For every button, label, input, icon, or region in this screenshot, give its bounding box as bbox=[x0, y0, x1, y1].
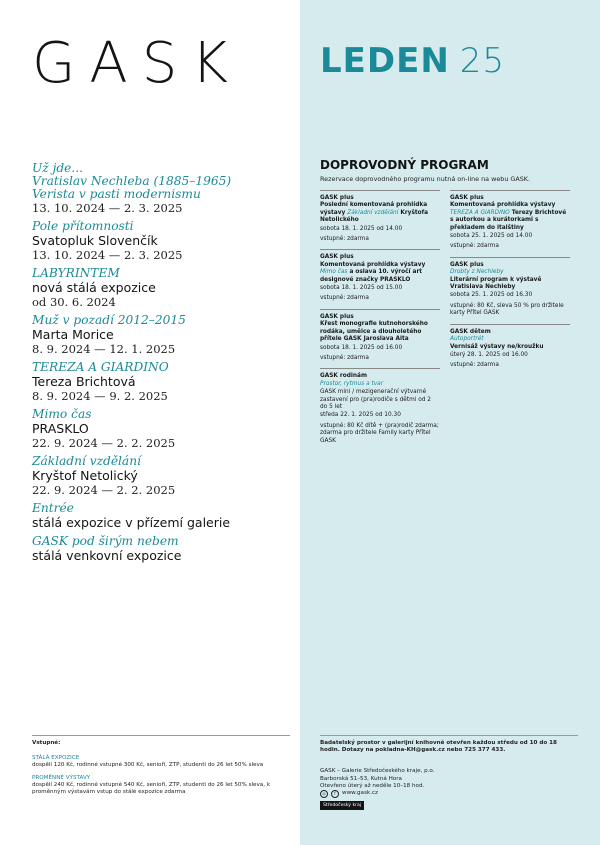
program-event bbox=[320, 249, 440, 302]
event-tag: GASK dětem bbox=[450, 328, 491, 335]
event-description: Křest monografie kutnohorského rodáka, umělce a dlouholetého přítele GASK Jaroslava Alta bbox=[320, 321, 428, 343]
exhibition-item bbox=[32, 535, 282, 563]
event-subtitle: Vernisáž výstavy ne/kroužku bbox=[450, 343, 544, 350]
program-event bbox=[320, 309, 440, 362]
program-header bbox=[320, 158, 568, 183]
footer-info bbox=[320, 735, 578, 810]
event-price: vstupné: zdarma bbox=[320, 236, 369, 243]
program-heading: DOPROVODNÝ PROGRAM bbox=[320, 158, 489, 172]
event-description: Komentovaná prohlídka výstavy Mimo čas a oslava 10. výročí art designové značky PRASKLO bbox=[320, 261, 426, 283]
event-datetime: úterý 28. 1. 2025 od 16.00 bbox=[450, 351, 528, 358]
event-tag: GASK plus bbox=[450, 261, 484, 268]
exhibition-title: Muž v pozadí 2012–2015 bbox=[32, 313, 186, 327]
admission-section-text: dospělí 120 Kč, rodinné vstupné 300 Kč, senioři, ZTP, studenti do 26 let 50% sleva bbox=[32, 762, 264, 769]
address: Barborská 51–53, Kutná Hora bbox=[320, 775, 402, 782]
exhibition-artist: nová stálá expozice bbox=[32, 280, 156, 295]
exhibition-dates: 22. 9. 2024 — 2. 2. 2025 bbox=[32, 436, 176, 450]
org-name: GASK – Galerie Středočeského kraje, p.o. bbox=[320, 768, 435, 775]
exhibition-title: Mimo čas bbox=[32, 407, 92, 421]
event-description: Autoportrét bbox=[450, 336, 484, 343]
exhibition-artist: Kryštof Netolický bbox=[32, 468, 138, 483]
event-description: Komentovaná prohlídka výstavy TEREZA A GIARDINO Terezy Brichtové s autorkou a kurátorkami s překladem do italštiny bbox=[450, 202, 567, 231]
event-datetime: sobota 18. 1. 2025 od 16.00 bbox=[320, 344, 403, 351]
event-tag: GASK plus bbox=[320, 254, 354, 261]
event-price: vstupné: 80 Kč, sleva 50 % pro držitele karty Přítel GASK bbox=[450, 302, 564, 317]
event-tag: GASK plus bbox=[320, 195, 354, 201]
website-link[interactable]: www.gask.cz bbox=[342, 790, 378, 797]
event-subtitle: Literární program k výstavě Vratislava Nechleby bbox=[450, 276, 542, 291]
exhibition-artist: Tereza Brichtová bbox=[32, 374, 136, 389]
admission-section-text: dospělí 240 Kč, rodinné vstupné 540 Kč, senioři, ZTP, studenti do 26 let 50% sleva, k proměnným výstavám vstup do stálé expozice zdarma bbox=[32, 781, 271, 796]
instagram-icon[interactable]: ◎ bbox=[320, 790, 328, 798]
exhibition-title: Už jde... bbox=[32, 161, 83, 175]
exhibition-dates: 22. 9. 2024 — 2. 2. 2025 bbox=[32, 483, 176, 497]
event-description: Drobty z Nechleby bbox=[450, 269, 504, 276]
admission-info bbox=[32, 735, 290, 796]
event-tag: GASK plus bbox=[320, 313, 354, 320]
event-datetime: sobota 25. 1. 2025 od 14.00 bbox=[450, 233, 533, 240]
program-event bbox=[450, 190, 570, 251]
facebook-icon[interactable]: f bbox=[331, 790, 339, 798]
exhibition-item bbox=[32, 455, 282, 497]
exhibition-dates: 13. 10. 2024 — 2. 3. 2025 bbox=[32, 248, 183, 262]
exhibition-title: Pole přítomnosti bbox=[32, 219, 134, 233]
exhibition-title: LABYRINTEM bbox=[32, 266, 120, 280]
program-event bbox=[450, 324, 570, 370]
exhibition-artist: Svatopluk Slovenčík bbox=[32, 233, 158, 248]
event-price: vstupné: zdarma bbox=[320, 354, 369, 361]
exhibitions-list bbox=[32, 162, 282, 568]
exhibition-dates: 8. 9. 2024 — 9. 2. 2025 bbox=[32, 389, 168, 403]
exhibition-item bbox=[32, 361, 282, 403]
exhibition-item bbox=[32, 408, 282, 450]
program-event bbox=[320, 190, 440, 243]
exhibition-artist: PRASKLO bbox=[32, 421, 89, 436]
exhibition-dates: od 30. 6. 2024 bbox=[32, 295, 116, 309]
month-year: 25 bbox=[459, 41, 506, 81]
program-column-2 bbox=[450, 190, 570, 376]
event-price: vstupné: 80 Kč dítě + (pra)rodič zdarma; zdarma pro držitele Family karty Přítel GASK bbox=[320, 422, 439, 444]
event-description: Poslední komentovaná prohlídka výstavy Základní vzdělání Kryštofa Netolického bbox=[320, 202, 429, 224]
exhibition-title: TEREZA A GIARDINO bbox=[32, 360, 169, 374]
opening-hours: Otevřeno úterý až neděle 10–18 hod. bbox=[320, 782, 425, 789]
event-price: vstupné: zdarma bbox=[320, 295, 369, 302]
exhibition-item bbox=[32, 267, 282, 309]
exhibition-dates: 8. 9. 2024 — 12. 1. 2025 bbox=[32, 342, 176, 356]
exhibition-item bbox=[32, 162, 282, 215]
event-price: vstupné: zdarma bbox=[450, 362, 499, 369]
exhibition-artist: stálá venkovní expozice bbox=[32, 548, 182, 563]
event-description: Prostor, rytmus a tvar bbox=[320, 380, 384, 387]
library-note: Badatelský prostor v galerijní knihovně otevřen každou středu od 10 do 18 hodin. Dotazy na pokladna-KH@gask.cz nebo 725 377 433. bbox=[320, 740, 557, 754]
event-datetime: středa 22. 1. 2025 od 10.30 bbox=[320, 412, 401, 419]
exhibition-title: GASK pod širým nebem bbox=[32, 534, 179, 548]
event-tag: GASK rodinám bbox=[320, 373, 367, 380]
exhibition-title: Entrée bbox=[32, 501, 74, 515]
exhibition-title: Základní vzdělání bbox=[32, 454, 141, 468]
exhibition-artist: Marta Morice bbox=[32, 327, 114, 342]
event-datetime: sobota 25. 1. 2025 od 16.30 bbox=[450, 292, 533, 299]
event-datetime: sobota 18. 1. 2025 od 14.00 bbox=[320, 225, 403, 232]
exhibition-dates: 13. 10. 2024 — 2. 3. 2025 bbox=[32, 201, 183, 215]
admission-section-title: STÁLÁ EXPOZICE bbox=[32, 755, 80, 762]
exhibition-artist: stálá expozice v přízemí galerie bbox=[32, 515, 231, 530]
exhibition-title: Verista v pasti modernismu bbox=[32, 187, 201, 201]
program-column-1 bbox=[320, 190, 440, 451]
event-tag: GASK plus bbox=[450, 195, 484, 201]
month-heading bbox=[320, 41, 506, 81]
program-event bbox=[450, 257, 570, 318]
program-event bbox=[320, 368, 440, 445]
event-subtitle: GASK mini / mezigenerační výtvarné zastavení pro (pra)rodiče s dětmi od 2 do 5 let bbox=[320, 389, 431, 410]
exhibition-title: Vratislav Nechleba (1885–1965) bbox=[32, 174, 232, 188]
event-datetime: sobota 18. 1. 2025 od 15.00 bbox=[320, 285, 403, 292]
exhibition-item bbox=[32, 314, 282, 356]
social-row bbox=[320, 790, 578, 798]
month-name: LEDEN bbox=[320, 41, 450, 81]
admission-section-title: PROMĚNNÉ VÝSTAVY bbox=[32, 774, 91, 781]
region-badge: Středočeský kraj bbox=[320, 801, 364, 810]
exhibition-item bbox=[32, 220, 282, 262]
exhibition-item bbox=[32, 502, 282, 530]
admission-heading: Vstupné: bbox=[32, 740, 61, 746]
gask-logo: GASK bbox=[32, 31, 242, 96]
event-price: vstupné: zdarma bbox=[450, 243, 499, 250]
program-note: Rezervace doprovodného programu nutná on-line na webu GASK. bbox=[320, 175, 531, 183]
